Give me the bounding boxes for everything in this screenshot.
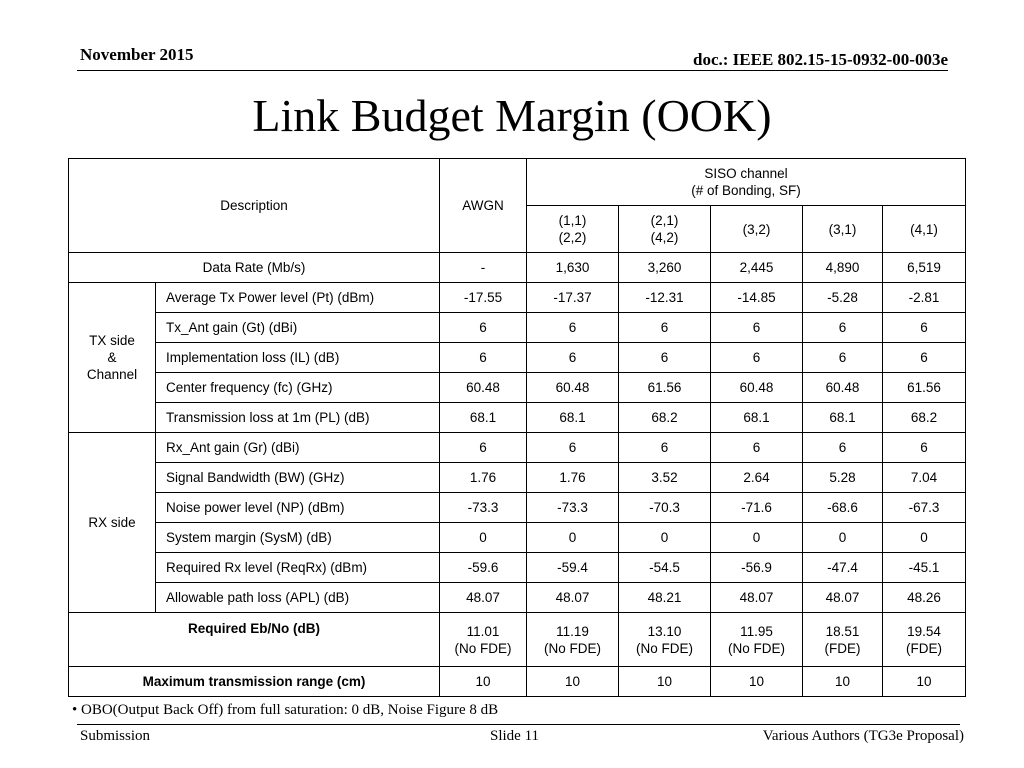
eb-no-value-cell (883, 613, 966, 667)
value-cell: 0 (619, 523, 711, 553)
value-cell: 60.48 (711, 373, 803, 403)
parameter-label: Average Tx Power level (Pt) (dBm) (156, 283, 440, 313)
mode-header-cell (803, 206, 883, 253)
eb-no-value-line: (FDE) (824, 640, 861, 656)
value-cell: 10 (527, 667, 619, 697)
footer-authors: Various Authors (TG3e Proposal) (762, 728, 964, 744)
data-rate-label: Data Rate (Mb/s) (69, 253, 440, 283)
value-cell: 6 (527, 433, 619, 463)
eb-no-value-line: (FDE) (906, 640, 943, 656)
table-row (69, 553, 966, 583)
value-cell: 6 (883, 313, 966, 343)
eb-no-value-line: 11.01 (466, 623, 500, 639)
value-cell: 0 (711, 523, 803, 553)
value-cell: 68.1 (440, 403, 527, 433)
table-header-row (69, 159, 966, 206)
value-cell: -56.9 (711, 553, 803, 583)
parameter-label: Noise power level (NP) (dBm) (156, 493, 440, 523)
footnote-text: OBO(Output Back Off) from full saturation: 0 dB, Noise Figure 8 dB (81, 702, 499, 718)
mode-header-cell (527, 206, 619, 253)
mode-header-line: (4,2) (650, 230, 679, 245)
parameter-label: Implementation loss (IL) (dB) (156, 343, 440, 373)
value-cell: -14.85 (711, 283, 803, 313)
max-range-row (69, 667, 966, 697)
value-cell: 6 (883, 433, 966, 463)
eb-no-value-cell (527, 613, 619, 667)
header-doc-id: doc.: IEEE 802.15-15-0932-00-003e (693, 50, 948, 69)
parameter-label: Center frequency (fc) (GHz) (156, 373, 440, 403)
table-row (69, 343, 966, 373)
value-cell: 6 (711, 343, 803, 373)
mode-header-line: (1,1) (558, 213, 587, 228)
value-cell: 6 (711, 433, 803, 463)
value-cell: 6 (440, 313, 527, 343)
header-date: November 2015 (80, 45, 194, 64)
header-divider (77, 70, 948, 71)
slide-title: Link Budget Margin (OOK) (252, 90, 772, 141)
eb-no-value-line: 19.54 (907, 623, 941, 639)
value-cell: 6 (619, 433, 711, 463)
value-cell: 6 (803, 313, 883, 343)
eb-no-value-line: (No FDE) (728, 640, 785, 656)
value-cell: 3,260 (619, 253, 711, 283)
value-cell: 7.04 (883, 463, 966, 493)
value-cell: -59.4 (527, 553, 619, 583)
value-cell: -71.6 (711, 493, 803, 523)
parameter-label: System margin (SysM) (dB) (156, 523, 440, 553)
table-row (69, 403, 966, 433)
group-label-line: TX side (89, 333, 135, 348)
value-cell: 1,630 (527, 253, 619, 283)
value-cell: 2.64 (711, 463, 803, 493)
value-cell: 61.56 (619, 373, 711, 403)
max-range-label: Maximum transmission range (cm) (69, 667, 440, 697)
eb-no-value-line: 11.19 (556, 623, 589, 639)
value-cell: -67.3 (883, 493, 966, 523)
table-row (69, 463, 966, 493)
value-cell: 10 (711, 667, 803, 697)
value-cell: 6 (527, 343, 619, 373)
value-cell: 6 (803, 343, 883, 373)
value-cell: 48.07 (803, 583, 883, 613)
table-row (69, 373, 966, 403)
table-row (69, 583, 966, 613)
parameter-label: Signal Bandwidth (BW) (GHz) (156, 463, 440, 493)
value-cell: 0 (527, 523, 619, 553)
eb-no-value-cell (440, 613, 527, 667)
group-label-line: & (107, 350, 117, 365)
eb-no-value-cell (803, 613, 883, 667)
siso-header-line2: (# of Bonding, SF) (691, 183, 801, 198)
value-cell: -2.81 (883, 283, 966, 313)
value-cell: 61.56 (883, 373, 966, 403)
value-cell: 48.26 (883, 583, 966, 613)
value-cell: 60.48 (803, 373, 883, 403)
value-cell: -59.6 (440, 553, 527, 583)
value-cell: -45.1 (883, 553, 966, 583)
value-cell: 48.21 (619, 583, 711, 613)
eb-no-value-cell (711, 613, 803, 667)
data-rate-row (69, 253, 966, 283)
value-cell: 6 (619, 313, 711, 343)
value-cell: 60.48 (440, 373, 527, 403)
table-row (69, 313, 966, 343)
value-cell: 4,890 (803, 253, 883, 283)
value-cell: 48.07 (527, 583, 619, 613)
eb-no-value-line: 18.51 (825, 623, 860, 639)
mode-header-line: (3,2) (742, 221, 771, 237)
value-cell: 60.48 (527, 373, 619, 403)
footer-slide-number: Slide 11 (490, 728, 540, 744)
eb-no-label: Required Eb/No (dB) (69, 613, 440, 667)
value-cell: 1.76 (440, 463, 527, 493)
parameter-label: Required Rx level (ReqRx) (dBm) (156, 553, 440, 583)
value-cell: 48.07 (711, 583, 803, 613)
footnote: • OBO(Output Back Off) from full saturation: 0 dB, Noise Figure 8 dB (72, 702, 499, 718)
value-cell: 0 (440, 523, 527, 553)
parameter-label: Allowable path loss (APL) (dB) (156, 583, 440, 613)
value-cell: -5.28 (803, 283, 883, 313)
group-label-line: Channel (86, 367, 138, 382)
siso-channel-header (527, 159, 966, 206)
value-cell: -73.3 (440, 493, 527, 523)
value-cell: 10 (883, 667, 966, 697)
link-budget-table (68, 158, 966, 697)
table-row (69, 493, 966, 523)
table-row (69, 523, 966, 553)
value-cell: -70.3 (619, 493, 711, 523)
value-cell: -68.6 (803, 493, 883, 523)
value-cell: 68.1 (527, 403, 619, 433)
siso-header-line1: SISO channel (704, 166, 788, 181)
mode-header-cell (619, 206, 711, 253)
parameter-label: Tx_Ant gain (Gt) (dBi) (156, 313, 440, 343)
table-row (69, 433, 966, 463)
value-cell: 6 (711, 313, 803, 343)
value-cell: 6,519 (883, 253, 966, 283)
value-cell: -12.31 (619, 283, 711, 313)
value-cell: 0 (883, 523, 966, 553)
value-cell: 0 (803, 523, 883, 553)
value-cell: 5.28 (803, 463, 883, 493)
mode-header-cell (711, 206, 803, 253)
description-header: Description (69, 159, 440, 253)
parameter-label: Rx_Ant gain (Gr) (dBi) (156, 433, 440, 463)
value-cell: -47.4 (803, 553, 883, 583)
parameter-label: Transmission loss at 1m (PL) (dB) (156, 403, 440, 433)
value-cell: 10 (619, 667, 711, 697)
tx-side-group-label (69, 283, 156, 433)
value-cell: 6 (527, 313, 619, 343)
value-cell: 6 (619, 343, 711, 373)
value-cell: -17.37 (527, 283, 619, 313)
eb-no-row (69, 613, 966, 667)
mode-header-line: (2,1) (650, 213, 679, 228)
value-cell: 68.2 (883, 403, 966, 433)
mode-header-line: (2,2) (558, 230, 587, 245)
awgn-header: AWGN (440, 159, 527, 253)
eb-no-value-line: (No FDE) (454, 640, 512, 656)
value-cell: 68.1 (803, 403, 883, 433)
value-cell: 68.2 (619, 403, 711, 433)
value-cell: 2,445 (711, 253, 803, 283)
footer-submission: Submission (80, 728, 151, 744)
value-cell: -73.3 (527, 493, 619, 523)
value-cell: -54.5 (619, 553, 711, 583)
value-cell: 68.1 (711, 403, 803, 433)
mode-header-line: (4,1) (910, 221, 938, 237)
value-cell: 6 (440, 343, 527, 373)
eb-no-value-line: 11.95 (740, 623, 773, 639)
value-cell: 10 (803, 667, 883, 697)
eb-no-value-line: (No FDE) (544, 640, 601, 656)
value-cell: 3.52 (619, 463, 711, 493)
value-cell: 6 (883, 343, 966, 373)
value-cell: 6 (440, 433, 527, 463)
value-cell: - (440, 253, 527, 283)
value-cell: 6 (803, 433, 883, 463)
value-cell: 1.76 (527, 463, 619, 493)
rx-side-group-label: RX side (69, 433, 156, 613)
footer-divider (77, 724, 960, 725)
eb-no-value-cell (619, 613, 711, 667)
table-row (69, 283, 966, 313)
mode-header-cell (883, 206, 966, 253)
mode-header-line: (3,1) (828, 221, 857, 237)
value-cell: -17.55 (440, 283, 527, 313)
eb-no-value-line: 13.10 (647, 623, 682, 639)
value-cell: 48.07 (440, 583, 527, 613)
value-cell: 10 (440, 667, 527, 697)
eb-no-value-line: (No FDE) (636, 640, 693, 656)
